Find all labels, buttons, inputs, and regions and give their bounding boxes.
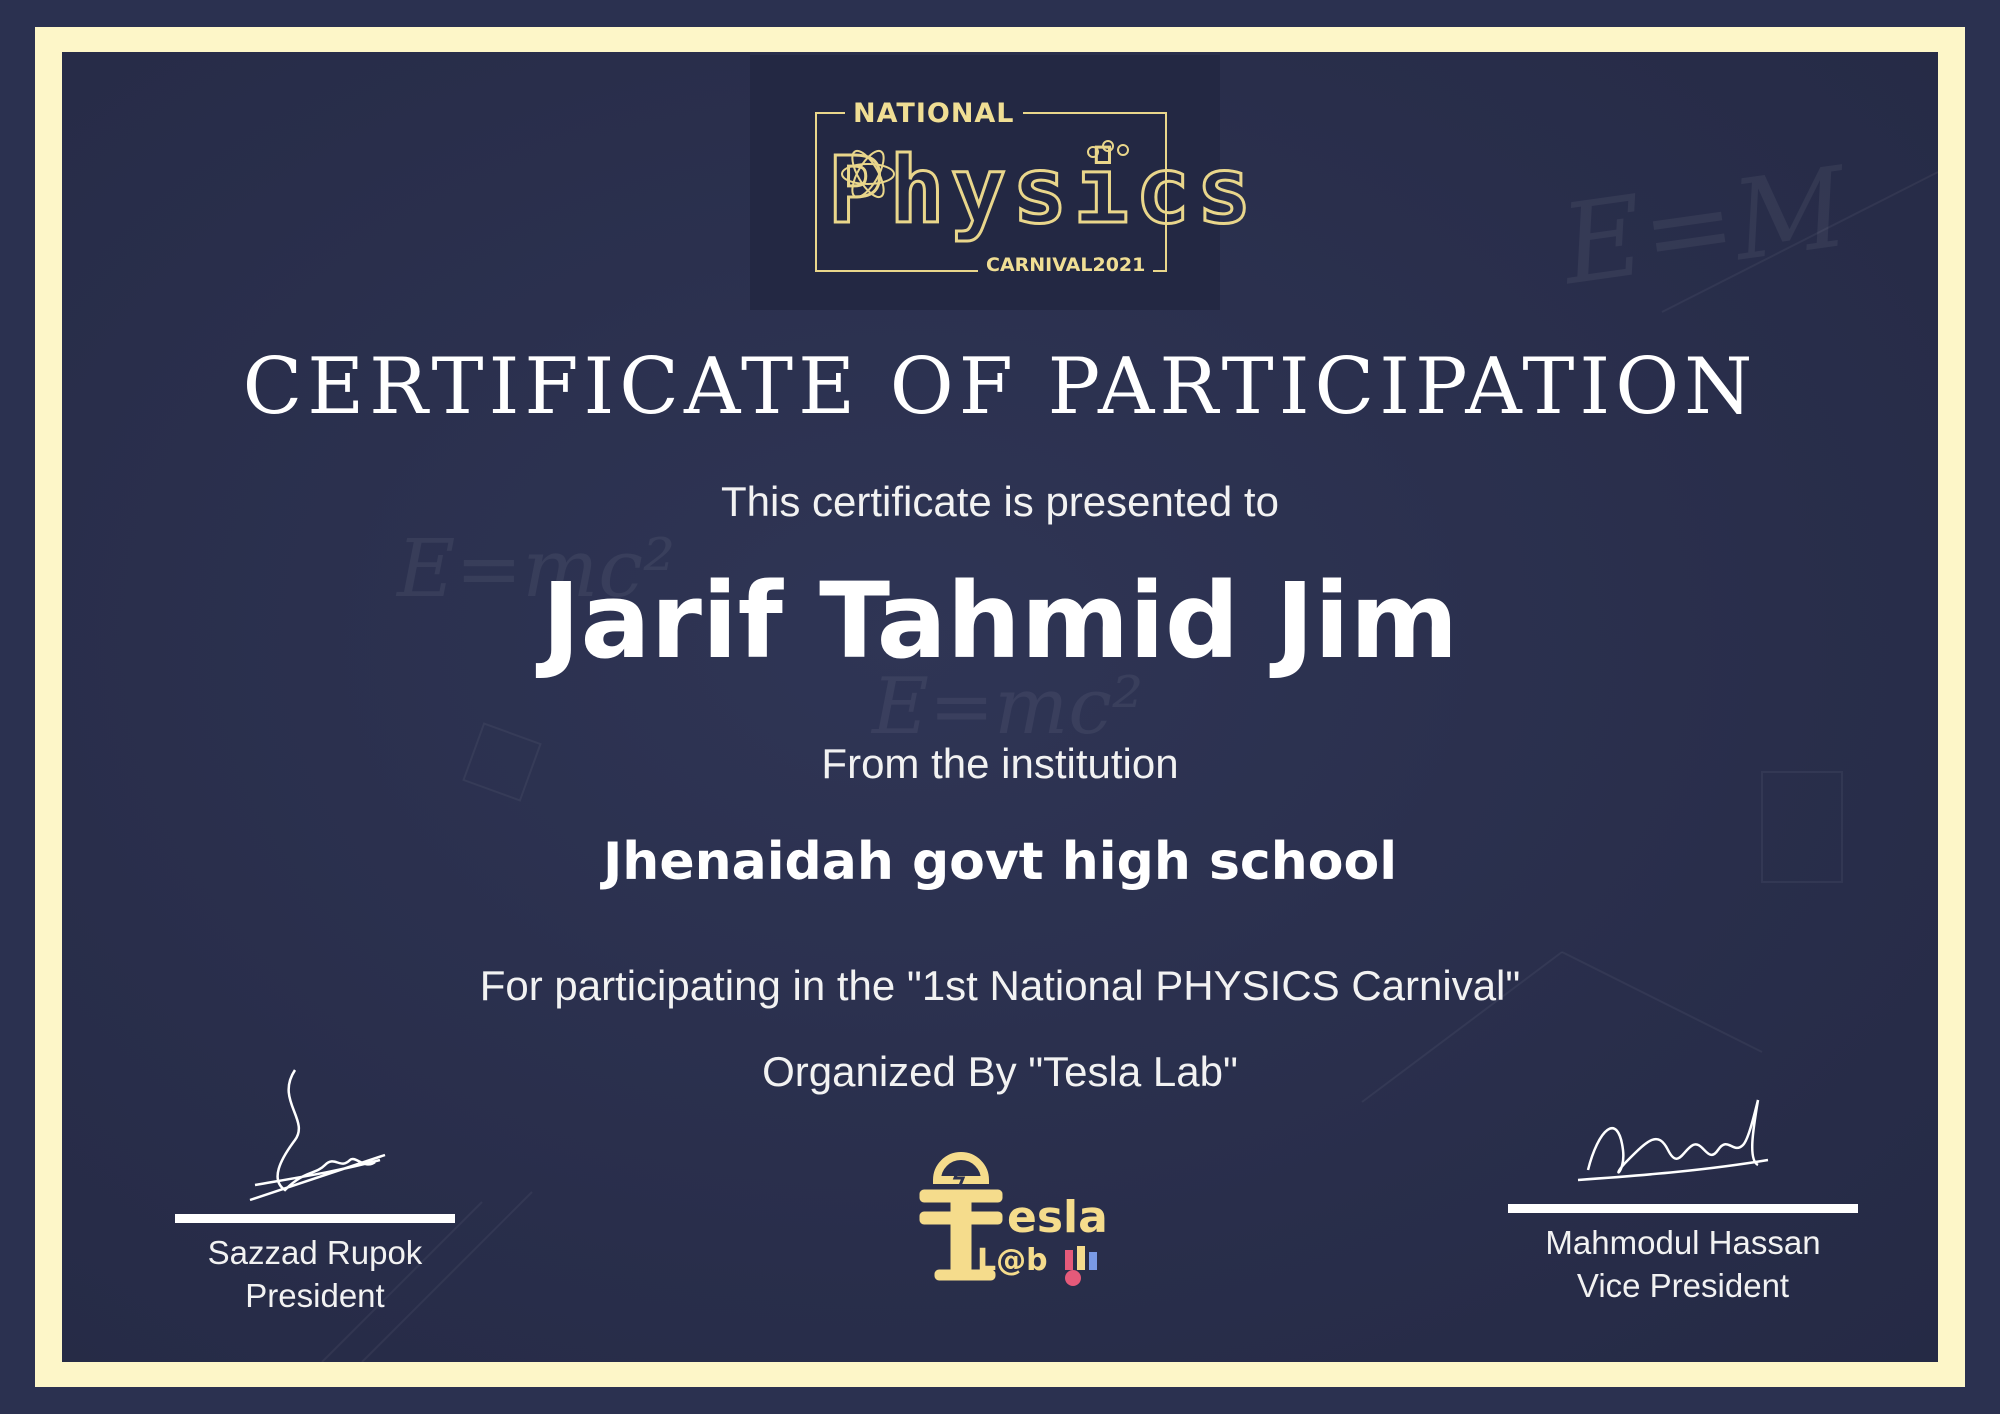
certificate-title: CERTIFICATE OF PARTICIPATION xyxy=(242,342,1758,432)
vice-president-name: Mahmodul Hassan xyxy=(1545,1224,1821,1261)
logo-national-text: NATIONAL xyxy=(845,98,1023,129)
vice-president-signature xyxy=(1508,1090,1858,1200)
institution-label: From the institution xyxy=(821,740,1179,787)
vice-president-signature-block xyxy=(1508,1090,1858,1307)
watermark-equation: E=mc² xyxy=(397,522,676,615)
president-signature-block xyxy=(175,1060,455,1317)
president-name: Sazzad Rupok xyxy=(207,1234,423,1271)
president-role: President xyxy=(245,1277,385,1314)
institution-name: Jhenaidah govt high school xyxy=(602,832,1398,892)
logo-physics-word: Physics xyxy=(828,137,1258,244)
president-signature xyxy=(175,1060,455,1210)
watermark-equation: E=M xyxy=(1554,142,1855,310)
signature-line xyxy=(1508,1204,1858,1213)
tesla-logo-word: esla xyxy=(1007,1192,1108,1243)
signature-line xyxy=(175,1214,455,1223)
logo-carnival-text: CARNIVAL2021 xyxy=(978,254,1153,276)
presented-to-text: This certificate is presented to xyxy=(721,478,1279,525)
watermark-equation: E=mc² xyxy=(872,662,1144,752)
tesla-logo-lab: L@b xyxy=(977,1243,1048,1278)
purpose-text: For participating in the "1st National PHYSICS Carnival" xyxy=(479,962,1521,1009)
physics-logo-art xyxy=(828,132,1258,252)
organizer-text: Organized By "Tesla Lab" xyxy=(762,1048,1238,1095)
recipient-name: Jarif Tahmid Jim xyxy=(541,560,1459,682)
vice-president-role: Vice President xyxy=(1576,1267,1790,1304)
tesla-lab-logo xyxy=(915,1140,1115,1290)
